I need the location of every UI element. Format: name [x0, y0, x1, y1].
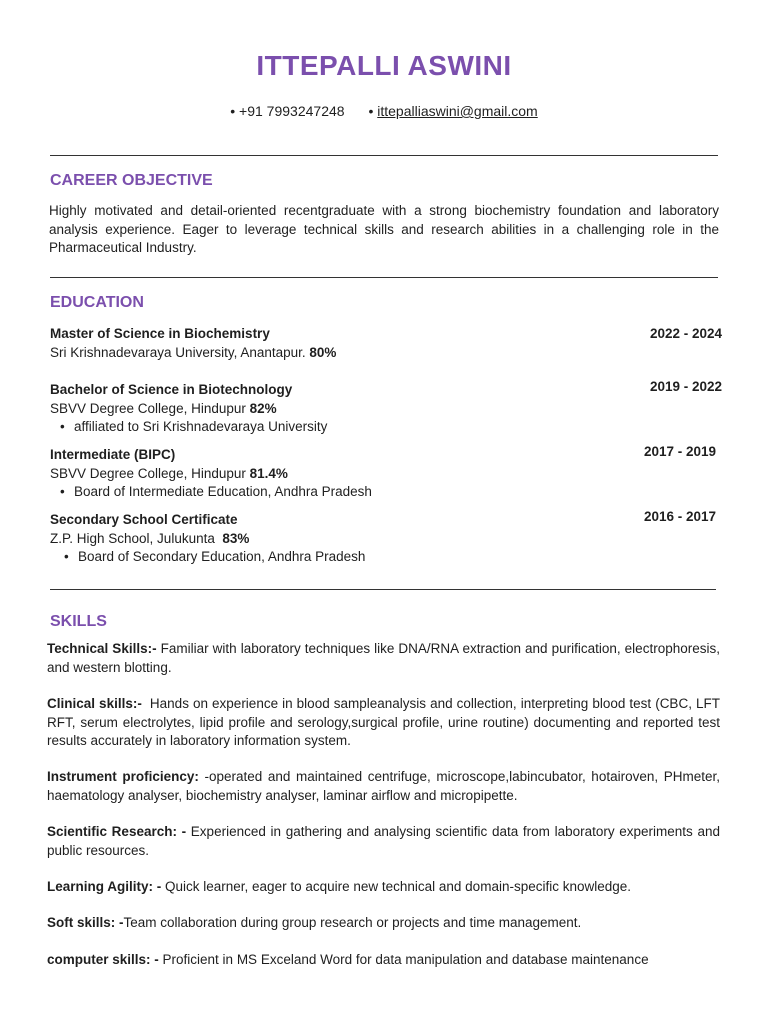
institution: SBVV Degree College, Hindupur — [50, 400, 246, 416]
degree-years: 2022 - 2024 — [649, 326, 722, 341]
skill-text: Team collaboration during group research or projects and time management. — [123, 915, 582, 930]
degree-name: Intermediate (BIPC) — [50, 447, 176, 462]
skill-label: Instrument proficiency: — [47, 769, 199, 784]
career-objective-title: CAREER OBJECTIVE — [50, 172, 213, 189]
skill-label: Learning Agility: - — [47, 879, 162, 894]
skills-title: SKILLS — [50, 613, 107, 630]
education-entry — [50, 325, 722, 362]
skill-clinical — [47, 695, 724, 751]
institution-line — [50, 344, 722, 363]
skill-technical — [47, 640, 720, 677]
skill-text: Experienced in gathering and analysing scientific data from laboratory experiments and public resources. — [47, 824, 720, 858]
skill-text: Familiar with laboratory techniques like DNA/RNA extraction and purification, electrophoresis, and western blotting. — [47, 641, 720, 675]
education-entry — [50, 446, 722, 502]
degree-years: 2019 - 2022 — [649, 379, 722, 394]
skill-text: Proficient in MS Exceland Word for data manipulation and database maintenance — [158, 952, 649, 967]
skill-instrument — [47, 768, 720, 805]
skill-label: computer skills: - — [47, 952, 159, 967]
phone-number: +91 7993247248 — [239, 103, 345, 119]
institution: Z.P. High School, Julukunta — [50, 530, 215, 546]
divider — [50, 155, 718, 156]
institution-note: • Board of Intermediate Education, Andhra Pradesh — [50, 483, 722, 502]
phone-item: • +91 7993247248 — [230, 103, 345, 119]
email-link[interactable]: ittepalliaswini@gmail.com — [377, 103, 538, 119]
skill-text: Quick learner, eager to acquire new technical and domain-specific knowledge. — [161, 879, 632, 894]
institution-note: • affiliated to Sri Krishnadevaraya University — [50, 418, 722, 437]
skill-soft — [47, 914, 720, 933]
education-entry — [50, 381, 722, 437]
career-objective-text: Highly motivated and detail-oriented recentgraduate with a strong biochemistry foundation and laboratory analysis experience. Eager to leverage technical skills and research abilities in a challenging role in the Pharmaceutical Industry. — [49, 203, 719, 255]
candidate-name: ITTEPALLI ASWINI — [256, 50, 512, 81]
skill-label: Scientific Research: - — [47, 824, 187, 839]
skill-label: Soft skills: - — [47, 915, 124, 930]
institution: Sri Krishnadevaraya University, Anantapur. — [50, 344, 306, 360]
education-entry — [50, 511, 722, 567]
skill-text: Hands on experience in blood sampleanalysis and collection, interpreting blood test (CBC, LFT RFT, serum electrolytes, lipid profile and serology,surgical profile, urine routine) documenting and reported test results accurately in laboratory information system. — [47, 696, 724, 748]
institution-line — [50, 465, 722, 484]
degree-years: 2016 - 2017 — [643, 509, 716, 524]
skill-research — [47, 823, 720, 860]
institution-note: • Board of Secondary Education, Andhra Pradesh — [50, 548, 722, 567]
degree-name: Master of Science in Biochemistry — [50, 326, 270, 341]
degree-years: 2017 - 2019 — [643, 444, 716, 459]
institution: SBVV Degree College, Hindupur — [50, 465, 246, 481]
skill-label: Clinical skills:- — [47, 696, 142, 711]
contact-line — [0, 103, 768, 119]
skill-computer — [47, 951, 720, 970]
score: 83% — [222, 530, 250, 546]
email-item: • ittepalliaswini@gmail.com — [368, 103, 538, 119]
skill-text: -operated and maintained centrifuge, microscope,labincubator, hotairoven, PHmeter, haematology analyser, biochemistry analyser, laminar airflow and micropipette. — [47, 769, 720, 803]
degree-name: Bachelor of Science in Biotechnology — [50, 382, 293, 397]
education-title: EDUCATION — [50, 294, 144, 311]
divider — [50, 589, 716, 590]
score: 80% — [309, 344, 337, 360]
skill-learning — [47, 878, 720, 897]
skill-label: Technical Skills:- — [47, 641, 157, 656]
institution-line — [50, 400, 722, 419]
score: 81.4% — [249, 465, 288, 481]
degree-name: Secondary School Certificate — [50, 512, 238, 527]
institution-line — [50, 530, 722, 549]
score: 82% — [249, 400, 277, 416]
divider — [50, 277, 718, 278]
